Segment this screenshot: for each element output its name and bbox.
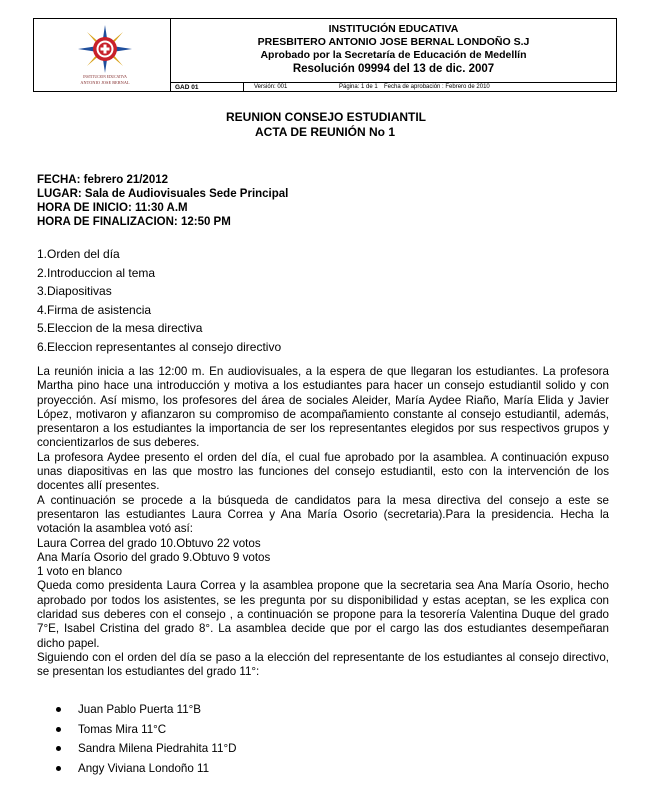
agenda-item: 4.Firma de asistencia [37,302,152,317]
paragraph-representative: Siguiendo con el orden del día se paso a la elección del representante de los estudiantes al consejo directivo, se presentan los estudiantes del grado 11°: [37,650,609,679]
vote-result: Laura Correa del grado 10.Obtuvo 22 votos [37,536,261,550]
header-title-line1: INSTITUCIÓN EDUCATIVA [328,23,459,35]
list-item [37,759,437,779]
list-item [37,700,437,720]
meeting-location: LUGAR: Sala de Audiovisuales Sede Principal [37,188,289,200]
candidate-name: Tomas Mira 11°C [78,722,167,736]
vote-result: 1 voto en blanco [37,565,123,579]
minutes-body [37,365,609,680]
paragraph-president: Queda como presidenta Laura Correa y la asamblea propone que la secretaria sea Ana María Osorio, hecho aprobado por todos los asistentes, se les pregunta por su disponibilidad y estas aceptan, se les explica con claridad sus deberes con el consejo , a continuación se propone para la tesorería Valentina Duque del grado 7°E, Isabel Cristina del grado 8°. La asamblea decide que por el cargo las dos estudiantes desempeñaran dicho papel. [37,579,609,650]
bullet-icon [56,707,61,712]
meeting-info [37,173,288,229]
candidate-name: Juan Pablo Puerta 11°B [78,703,202,716]
vote-result: Ana María Osorio del grado 9.Obtuvo 9 votos [37,550,271,564]
candidate-list [37,700,437,778]
institution-header [33,18,617,92]
list-item [37,739,437,759]
start-time: HORA DE INICIO: 11:30 A.M [37,202,188,214]
paragraph-agenda: La profesora Aydee presento el orden del día, el cual fue aprobado por la asamblea. A continuación expuso unas diapositivas en las que mostro las funciones del consejo estudiantil, esto con la intervención de los docentes allí presentes. [37,450,609,493]
header-title-line2: PRESBITERO ANTONIO JOSE BERNAL LONDOÑO S.J [257,36,530,48]
logo-caption-line2: ANTONIO JOSE BERNAL [80,80,130,85]
agenda-item: 3.Diapositivas [37,284,112,299]
paragraph-opening: La reunión inicia a las 12:00 m. En audiovisuales, a la espera de que llegaran los estudiantes. La profesora Martha pino hace una introducción y motiva a los estudiantes para hacer un consejo estudiantil solido y con proyección. Así mismo, los profesores del área de sociales Aleider, María Aydee Riaño, María Elida y Javier López, motivaron y afianzaron su compromiso de acompañamiento constante al consejo estudiantil, además, presentaron a los estudiantes la importancia de ser los representantes elegidos por sus respectivos grupos y concientizarlos de sus deberes. [37,365,609,450]
agenda-item: 6.Eleccion representantes al consejo directivo [37,339,282,354]
meeting-title: REUNION CONSEJO ESTUDIANTIL [226,110,427,124]
logo-caption-line1: INSTITUCION EDUCATIVA [83,75,127,79]
meeting-date: FECHA: febrero 21/2012 [37,174,169,186]
agenda-item: 2.Introduccion al tema [37,265,156,280]
minutes-title: ACTA DE REUNIÓN No 1 [255,125,396,139]
header-meta-row [171,82,616,92]
end-time: HORA DE FINALIZACION: 12:50 PM [37,216,231,228]
header-title-block [171,19,616,82]
approval-date: Fecha de aprobación : Febrero de 2010 [384,84,490,90]
agenda-item: 5.Eleccion de la mesa directiva [37,321,203,336]
page-number: Página: 1 de 1 [339,84,378,90]
bullet-icon [56,727,61,732]
paragraph-candidates: A continuación se procede a la búsqueda de candidatos para la mesa directiva del consejo a este se presentaron las estudiantes Laura Correa y Ana María Osorio (secretaria).Para la presidencia. Hecha la votación la asamblea votó así: [37,493,609,536]
logo-cell [34,19,171,91]
institution-logo [74,25,136,75]
bullet-icon [56,746,61,751]
meta-divider [243,83,244,92]
candidate-name: Angy Viviana Londoño 11 [78,761,210,775]
agenda-list [37,245,281,357]
document-code: GAD 01 [175,84,199,91]
bullet-icon [56,766,61,771]
candidate-name: Sandra Milena Piedrahita 11°D [78,742,237,755]
agenda-item: 1.Orden del día [37,247,120,261]
header-title-line3: Aprobado por la Secretaría de Educación de Medellín [260,49,527,61]
list-item [37,720,437,740]
document-version: Versión: 001 [254,84,288,90]
header-resolution: Resolución 09994 del 13 de dic. 2007 [292,63,495,75]
